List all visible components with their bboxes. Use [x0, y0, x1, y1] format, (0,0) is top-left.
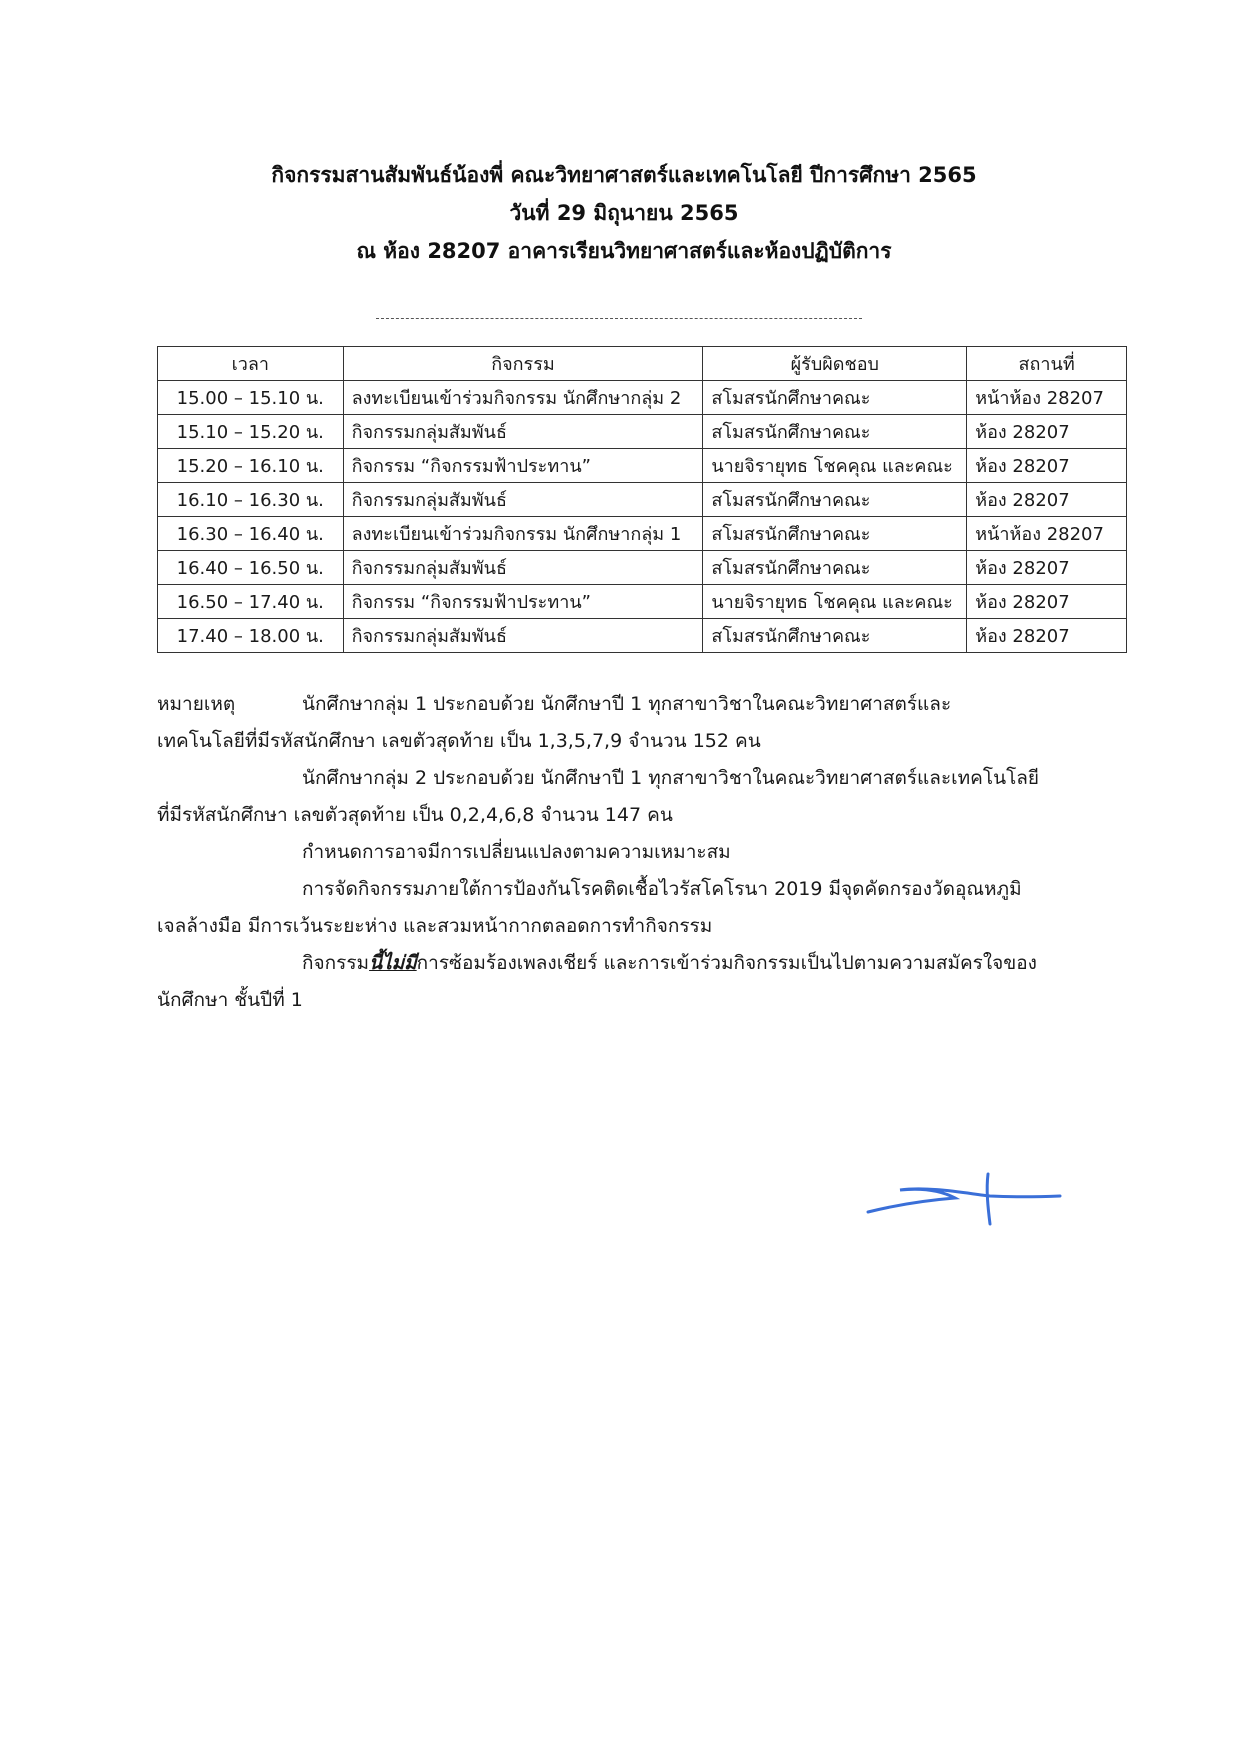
- cell-activity: กิจกรรมกลุ่มสัมพันธ์: [343, 415, 703, 449]
- cell-activity: กิจกรรม “กิจกรรมฟ้าประทาน”: [343, 449, 703, 483]
- cell-time: 16.10 – 16.30 น.: [158, 483, 344, 517]
- cell-place: หน้าห้อง 28207: [967, 381, 1127, 415]
- cell-responsible: สโมสรนักศึกษาคณะ: [703, 619, 967, 653]
- cell-responsible: สโมสรนักศึกษาคณะ: [703, 551, 967, 585]
- cell-time: 16.50 – 17.40 น.: [158, 585, 344, 619]
- table-row: [158, 415, 1127, 449]
- cell-place: ห้อง 28207: [967, 619, 1127, 653]
- cell-time: 16.30 – 16.40 น.: [158, 517, 344, 551]
- cell-activity: กิจกรรม “กิจกรรมฟ้าประทาน”: [343, 585, 703, 619]
- header-responsible: ผู้รับผิดชอบ: [703, 347, 967, 381]
- cell-place: ห้อง 28207: [967, 551, 1127, 585]
- document-header: [0, 156, 1248, 270]
- signature-image: [860, 1160, 1070, 1230]
- cell-responsible: สโมสรนักศึกษาคณะ: [703, 381, 967, 415]
- cell-activity: ลงทะเบียนเข้าร่วมกิจกรรม นักศึกษากลุ่ม 2: [343, 381, 703, 415]
- title-line-1: กิจกรรมสานสัมพันธ์น้องพี่ คณะวิทยาศาสตร์และเทคโนโลยี ปีการศึกษา 2565: [271, 163, 977, 187]
- cell-time: 15.20 – 16.10 น.: [158, 449, 344, 483]
- schedule-table: [157, 346, 1127, 653]
- dashed-divider: [376, 318, 862, 319]
- cell-place: ห้อง 28207: [967, 415, 1127, 449]
- title-line-3: ณ ห้อง 28207 อาคารเรียนวิทยาศาสตร์และห้องปฏิบัติการ: [356, 239, 892, 263]
- note-group-2-continued: ที่มีรหัสนักศึกษา เลขตัวสุดท้าย เป็น 0,2,4,6,8 จำนวน 147 คน: [157, 804, 673, 826]
- note-voluntary-pre: กิจกรรม: [302, 952, 370, 974]
- note-voluntary-emphasis: นี้ไม่มี: [369, 952, 417, 974]
- cell-time: 17.40 – 18.00 น.: [158, 619, 344, 653]
- note-schedule-change: กำหนดการอาจมีการเปลี่ยนแปลงตามความเหมาะสม: [302, 841, 731, 863]
- cell-responsible: นายจิรายุทธ โชคคุณ และคณะ: [703, 585, 967, 619]
- table-row: [158, 483, 1127, 517]
- title-line-2: วันที่ 29 มิถุนายน 2565: [509, 201, 739, 225]
- note-group-1-continued: เทคโนโลยีที่มีรหัสนักศึกษา เลขตัวสุดท้าย เป็น 1,3,5,7,9 จำนวน 152 คน: [157, 730, 761, 752]
- cell-place: ห้อง 28207: [967, 483, 1127, 517]
- note-group-1: [157, 686, 1092, 723]
- table-row: [158, 551, 1127, 585]
- cell-place: ห้อง 28207: [967, 585, 1127, 619]
- header-time: เวลา: [158, 347, 344, 381]
- header-activity: กิจกรรม: [343, 347, 703, 381]
- cell-responsible: สโมสรนักศึกษาคณะ: [703, 517, 967, 551]
- header-place: สถานที่: [967, 347, 1127, 381]
- note-covid-measures: การจัดกิจกรรมภายใต้การป้องกันโรคติดเชื้อไวรัสโคโรนา 2019 มีจุดคัดกรองวัดอุณหภูมิ: [302, 878, 1022, 900]
- cell-activity: ลงทะเบียนเข้าร่วมกิจกรรม นักศึกษากลุ่ม 1: [343, 517, 703, 551]
- note-voluntary-continued: นักศึกษา ชั้นปีที่ 1: [157, 989, 303, 1011]
- cell-responsible: สโมสรนักศึกษาคณะ: [703, 483, 967, 517]
- note-covid-measures-continued: เจลล้างมือ มีการเว้นระยะห่าง และสวมหน้ากากตลอดการทำกิจกรรม: [157, 915, 713, 937]
- notes-label: หมายเหตุ: [157, 693, 236, 715]
- cell-responsible: สโมสรนักศึกษาคณะ: [703, 415, 967, 449]
- cell-time: 16.40 – 16.50 น.: [158, 551, 344, 585]
- table-row: [158, 585, 1127, 619]
- note-voluntary: [157, 945, 1092, 982]
- table-row: [158, 619, 1127, 653]
- cell-activity: กิจกรรมกลุ่มสัมพันธ์: [343, 483, 703, 517]
- note-voluntary-post: การซ้อมร้องเพลงเชียร์ และการเข้าร่วมกิจกรรมเป็นไปตามความสมัครใจของ: [416, 952, 1037, 974]
- cell-activity: กิจกรรมกลุ่มสัมพันธ์: [343, 619, 703, 653]
- cell-time: 15.00 – 15.10 น.: [158, 381, 344, 415]
- cell-place: ห้อง 28207: [967, 449, 1127, 483]
- cell-activity: กิจกรรมกลุ่มสัมพันธ์: [343, 551, 703, 585]
- cell-responsible: นายจิรายุทธ โชคคุณ และคณะ: [703, 449, 967, 483]
- table-row: [158, 449, 1127, 483]
- table-row: [158, 381, 1127, 415]
- table-row: [158, 517, 1127, 551]
- cell-place: หน้าห้อง 28207: [967, 517, 1127, 551]
- notes-section: [157, 686, 1092, 1019]
- table-header-row: [158, 347, 1127, 381]
- note-group-1-text: นักศึกษากลุ่ม 1 ประกอบด้วย นักศึกษาปี 1 ทุกสาขาวิชาในคณะวิทยาศาสตร์และ: [302, 693, 952, 715]
- cell-time: 15.10 – 15.20 น.: [158, 415, 344, 449]
- note-group-2: นักศึกษากลุ่ม 2 ประกอบด้วย นักศึกษาปี 1 ทุกสาขาวิชาในคณะวิทยาศาสตร์และเทคโนโลยี: [302, 767, 1040, 789]
